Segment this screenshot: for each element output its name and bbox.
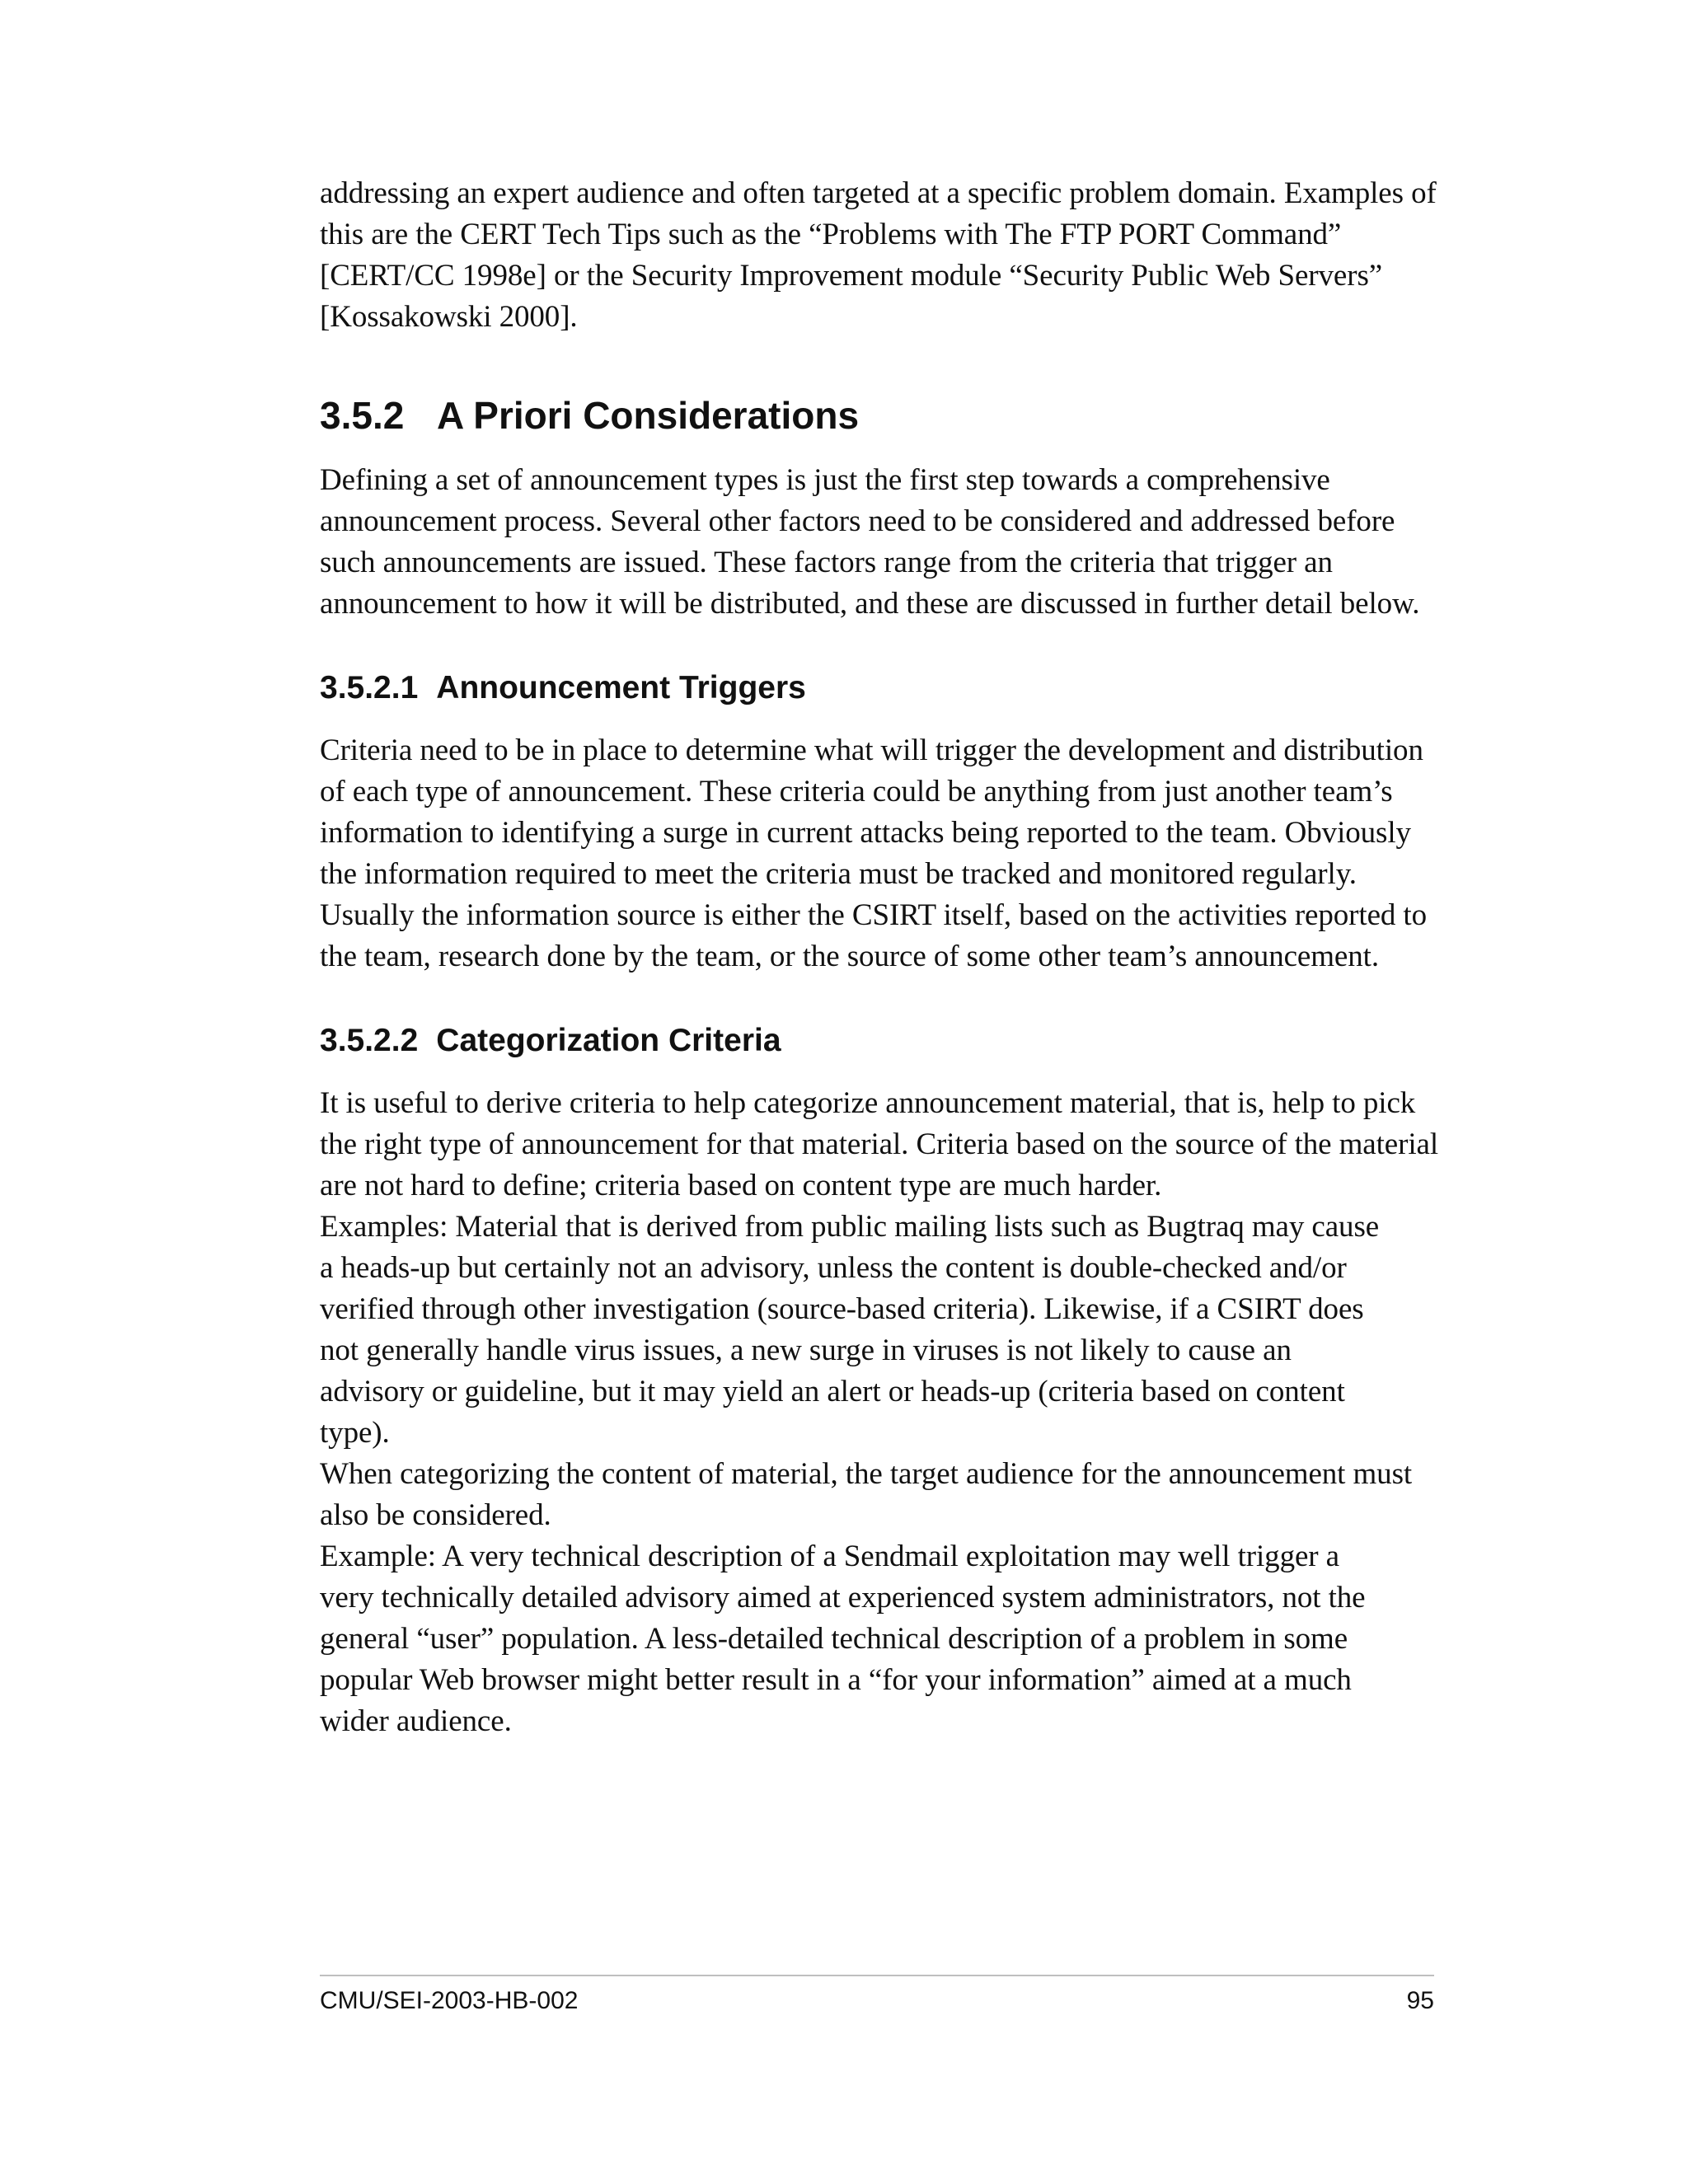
section-title: A Priori Considerations — [437, 394, 860, 437]
categorization-heading — [320, 1020, 1449, 1062]
intro-paragraph: addressing an expert audience and often targeted at a specific problem domain. Examples of this are the CERT Tech Tips such as the “Problems with The FTP PORT Command” [CERT/CC 1998e] or the Security Improvement module “Security Public Web Servers” [Kossakowski 2000]. — [320, 176, 1437, 334]
section-paragraph: Defining a set of announcement types is just the first step towards a comprehensive announcement process. Several other factors need to be considered and addressed before such announcements are issued. These factors range from the criteria that trigger an announcement to how it will be distributed, and these are discussed in further detail below. — [320, 463, 1420, 621]
example-block-1: Examples: Material that is derived from public mailing lists such as Bugtraq may cause a heads-up but certainly not an advisory, unless the content is double-checked and/or verified through other investigation (source-based criteria). Likewise, if a CSIRT does not generally handle virus issues, a new surge in viruses is not likely to cause an advisory or guideline, but it may yield an alert or heads-up (criteria based on content type). — [320, 1210, 1380, 1450]
triggers-title: Announcement Triggers — [436, 670, 806, 705]
example-block-2: Example: A very technical description of a Sendmail exploitation may well trigger a very technically detailed advisory aimed at experienced system administrators, not the general “user” population. A less-detailed technical description of a problem in some popular Web browser might better result in a “for your information” aimed at a much wider audience. — [320, 1540, 1366, 1738]
triggers-paragraph: Criteria need to be in place to determine what will trigger the development and distribution of each type of announcement. These criteria could be anything from just another team’s information to identifying a surge in current attacks being reported to the team. Obviously the information required to meet the criteria must be tracked and monitored regularly. Usually the information source is either the CSIRT itself, based on the activities reported to the team, research done by the team, or the source of some other team’s announcement. — [320, 733, 1428, 973]
footer-document-id: CMU/SEI-2003-HB-002 — [320, 1987, 579, 2014]
section-heading — [320, 392, 1449, 438]
page-content — [320, 173, 1449, 1742]
footer-page-number: 95 — [1406, 1987, 1434, 2014]
categorization-number: 3.5.2.2 — [320, 1023, 419, 1058]
footer-divider — [320, 1975, 1434, 1976]
categorization-title: Categorization Criteria — [436, 1023, 781, 1058]
categorization-paragraph-2: When categorizing the content of material, the target audience for the announcement must also be considered. — [320, 1457, 1413, 1532]
section-number: 3.5.2 — [320, 394, 405, 437]
triggers-heading — [320, 668, 1449, 709]
triggers-number: 3.5.2.1 — [320, 670, 419, 705]
categorization-paragraph: It is useful to derive criteria to help categorize announcement material, that is, help to pick the right type of announcement for that material. Criteria based on the source of the material are not hard to define; criteria based on content type are much harder. — [320, 1086, 1439, 1202]
